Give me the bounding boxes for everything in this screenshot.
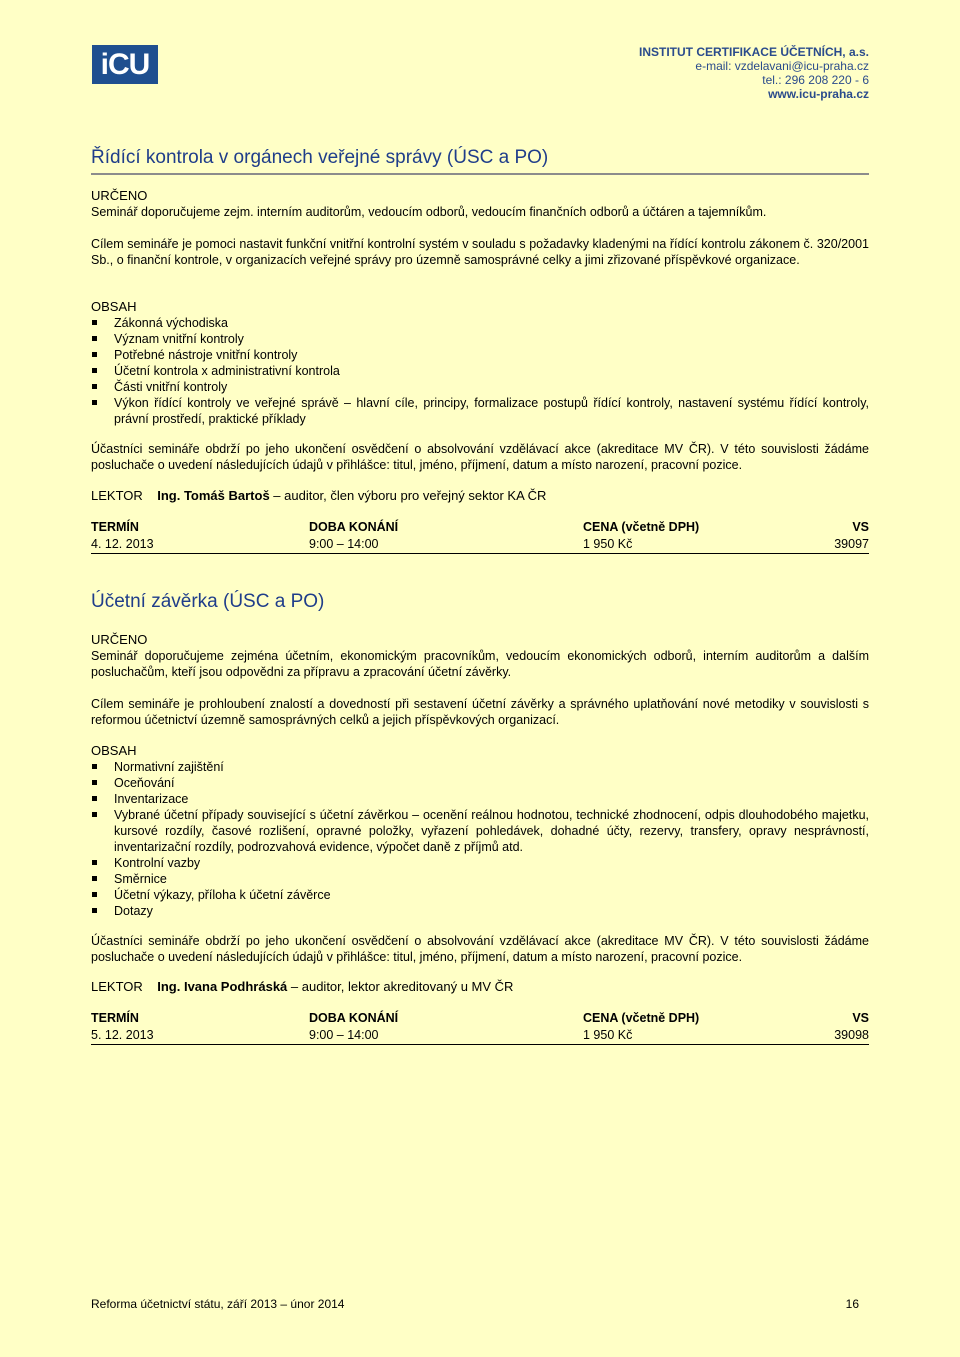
topic-item: Vybrané účetní případy související s účetní závěrkou – ocenění reálnou hodnotou, technické zhodnocení, odpis dlouhodobého majetku, kursové rozdíly, časové rozlišení, opravné položky, vyřazení pohledávek, dohadné účty, rezervy, transfery, opravy nesprávností, inventarizační rozdíly, podrozvahová evidence, výpočet daně z příjmů atd. — [91, 807, 869, 855]
topic-item: Dotazy — [91, 903, 869, 919]
col-vs-header: VS — [852, 1011, 869, 1025]
topic-item: Účetní kontrola x administrativní kontrola — [91, 363, 869, 379]
audience-text: Seminář doporučujeme zejména účetním, ekonomickým pracovníkům, vedoucím ekonomických odborů, interním auditorům a dalším posluchačům, kteří jsou odpovědni za přípravu a zpracování účetní závěrky. — [91, 649, 869, 679]
certificate-note: Účastníci semináře obdrží po jeho ukončení osvědčení o absolvování vzdělávací akce (akreditace MV ČR). V této souvislosti žádáme posluchače o uvedení následujících údajů v přihlášce: titul, jméno, příjmení, datum a místo narození, pracovní pozice. — [91, 442, 869, 472]
page-number: 16 — [845, 1297, 859, 1311]
price-value: 1 950 Kč — [583, 1028, 633, 1042]
lecturer-desc: – auditor, lektor akreditovaný u MV ČR — [287, 979, 514, 994]
topic-item: Směrnice — [91, 871, 869, 887]
course-audience — [91, 188, 869, 220]
course-goal: Cílem semináře je prohloubení znalostí a dovedností při sestavení účetní závěrky a správného uplatňování nové metodiky v souvislosti s reformou účetnictví územně samosprávných celků a jejich příspěvkových organizací. — [91, 697, 869, 727]
schedule-header-row — [91, 519, 869, 536]
topic-item: Oceňování — [91, 775, 869, 791]
topic-item: Normativní zajištění — [91, 759, 869, 775]
course-audience — [91, 632, 869, 680]
course-content — [91, 743, 869, 919]
schedule-row — [91, 1027, 869, 1045]
course-title: Účetní závěrka (ÚSC a PO) — [91, 591, 325, 612]
col-price-header: CENA (včetně DPH) — [583, 1011, 700, 1025]
col-vs-header: VS — [852, 520, 869, 534]
col-term-header: TERMÍN — [91, 520, 139, 534]
time-value: 9:00 – 14:00 — [309, 1028, 379, 1042]
lecturer — [91, 488, 869, 504]
topic-item: Inventarizace — [91, 791, 869, 807]
audience-label: URČENO — [91, 632, 148, 647]
course-content — [91, 299, 869, 427]
topic-item: Význam vnitřní kontroly — [91, 331, 869, 347]
time-value: 9:00 – 14:00 — [309, 537, 379, 551]
icu-logo: iCU — [92, 45, 158, 84]
topic-item: Výkon řídící kontroly ve veřejné správě – hlavní cíle, principy, formalizace postupů řídící kontroly, nastavení systému řídící kontroly, právní prostředí, praktické příklady — [91, 395, 869, 427]
contact-block — [639, 45, 869, 101]
schedule-table — [91, 1010, 869, 1045]
phone-text: tel.: 296 208 220 - 6 — [762, 73, 869, 87]
col-price-header: CENA (včetně DPH) — [583, 520, 700, 534]
topic-item: Účetní výkazy, příloha k účetní závěrce — [91, 887, 869, 903]
term-value: 5. 12. 2013 — [91, 1028, 154, 1042]
schedule-table — [91, 519, 869, 554]
website-text: www.icu-praha.cz — [768, 87, 869, 101]
lecturer-label: LEKTOR — [91, 488, 143, 503]
content-label: OBSAH — [91, 743, 137, 758]
col-term-header: TERMÍN — [91, 1011, 139, 1025]
lecturer-name: Ing. Ivana Podhráská — [157, 979, 288, 994]
term-value: 4. 12. 2013 — [91, 537, 154, 551]
topic-list — [91, 759, 869, 919]
org-name: INSTITUT CERTIFIKACE ÚČETNÍCH, a.s. — [638, 45, 869, 59]
lecturer-name: Ing. Tomáš Bartoš — [157, 488, 270, 503]
content-label: OBSAH — [91, 299, 137, 314]
topic-list — [91, 315, 869, 427]
certificate-note: Účastníci semináře obdrží po jeho ukončení osvědčení o absolvování vzdělávací akce (akreditace MV ČR). V této souvislosti žádáme posluchače o uvedení následujících údajů v přihlášce: titul, jméno, příjmení, datum a místo narození, pracovní pozice. — [91, 934, 869, 964]
col-time-header: DOBA KONÁNÍ — [309, 520, 399, 534]
footer-text: Reforma účetnictví státu, září 2013 – únor 2014 — [91, 1297, 345, 1311]
vs-value: 39097 — [834, 537, 869, 551]
lecturer-label: LEKTOR — [91, 979, 143, 994]
page-footer — [91, 1297, 869, 1312]
schedule-header-row — [91, 1010, 869, 1027]
course-title: Řídící kontrola v orgánech veřejné správy (ÚSC a PO) — [91, 146, 869, 175]
lecturer-desc: – auditor, člen výboru pro veřejný sektor KA ČR — [269, 488, 547, 503]
course-goal: Cílem semináře je pomoci nastavit funkční vnitřní kontrolní systém v souladu s požadavky kladenými na řídící kontrolu zákonem č. 320/2001 Sb., o finanční kontrole, v organizacích veřejné správy pro územně samosprávné celky a jimi zřizované příspěvkové organizace. — [91, 237, 869, 267]
lecturer — [91, 979, 869, 995]
schedule-row — [91, 536, 869, 554]
topic-item: Kontrolní vazby — [91, 855, 869, 871]
topic-item: Zákonná východiska — [91, 315, 869, 331]
col-time-header: DOBA KONÁNÍ — [309, 1011, 399, 1025]
topic-item: Potřebné nástroje vnitřní kontroly — [91, 347, 869, 363]
topic-item: Části vnitřní kontroly — [91, 379, 869, 395]
audience-label: URČENO — [91, 188, 148, 203]
price-value: 1 950 Kč — [583, 537, 633, 551]
vs-value: 39098 — [834, 1028, 869, 1042]
audience-text: Seminář doporučujeme zejm. interním auditorům, vedoucím odborů, vedoucím finančních odborů a účtáren a tajemníkům. — [91, 205, 767, 219]
email-text: e-mail: vzdelavani@icu-praha.cz — [695, 59, 869, 73]
